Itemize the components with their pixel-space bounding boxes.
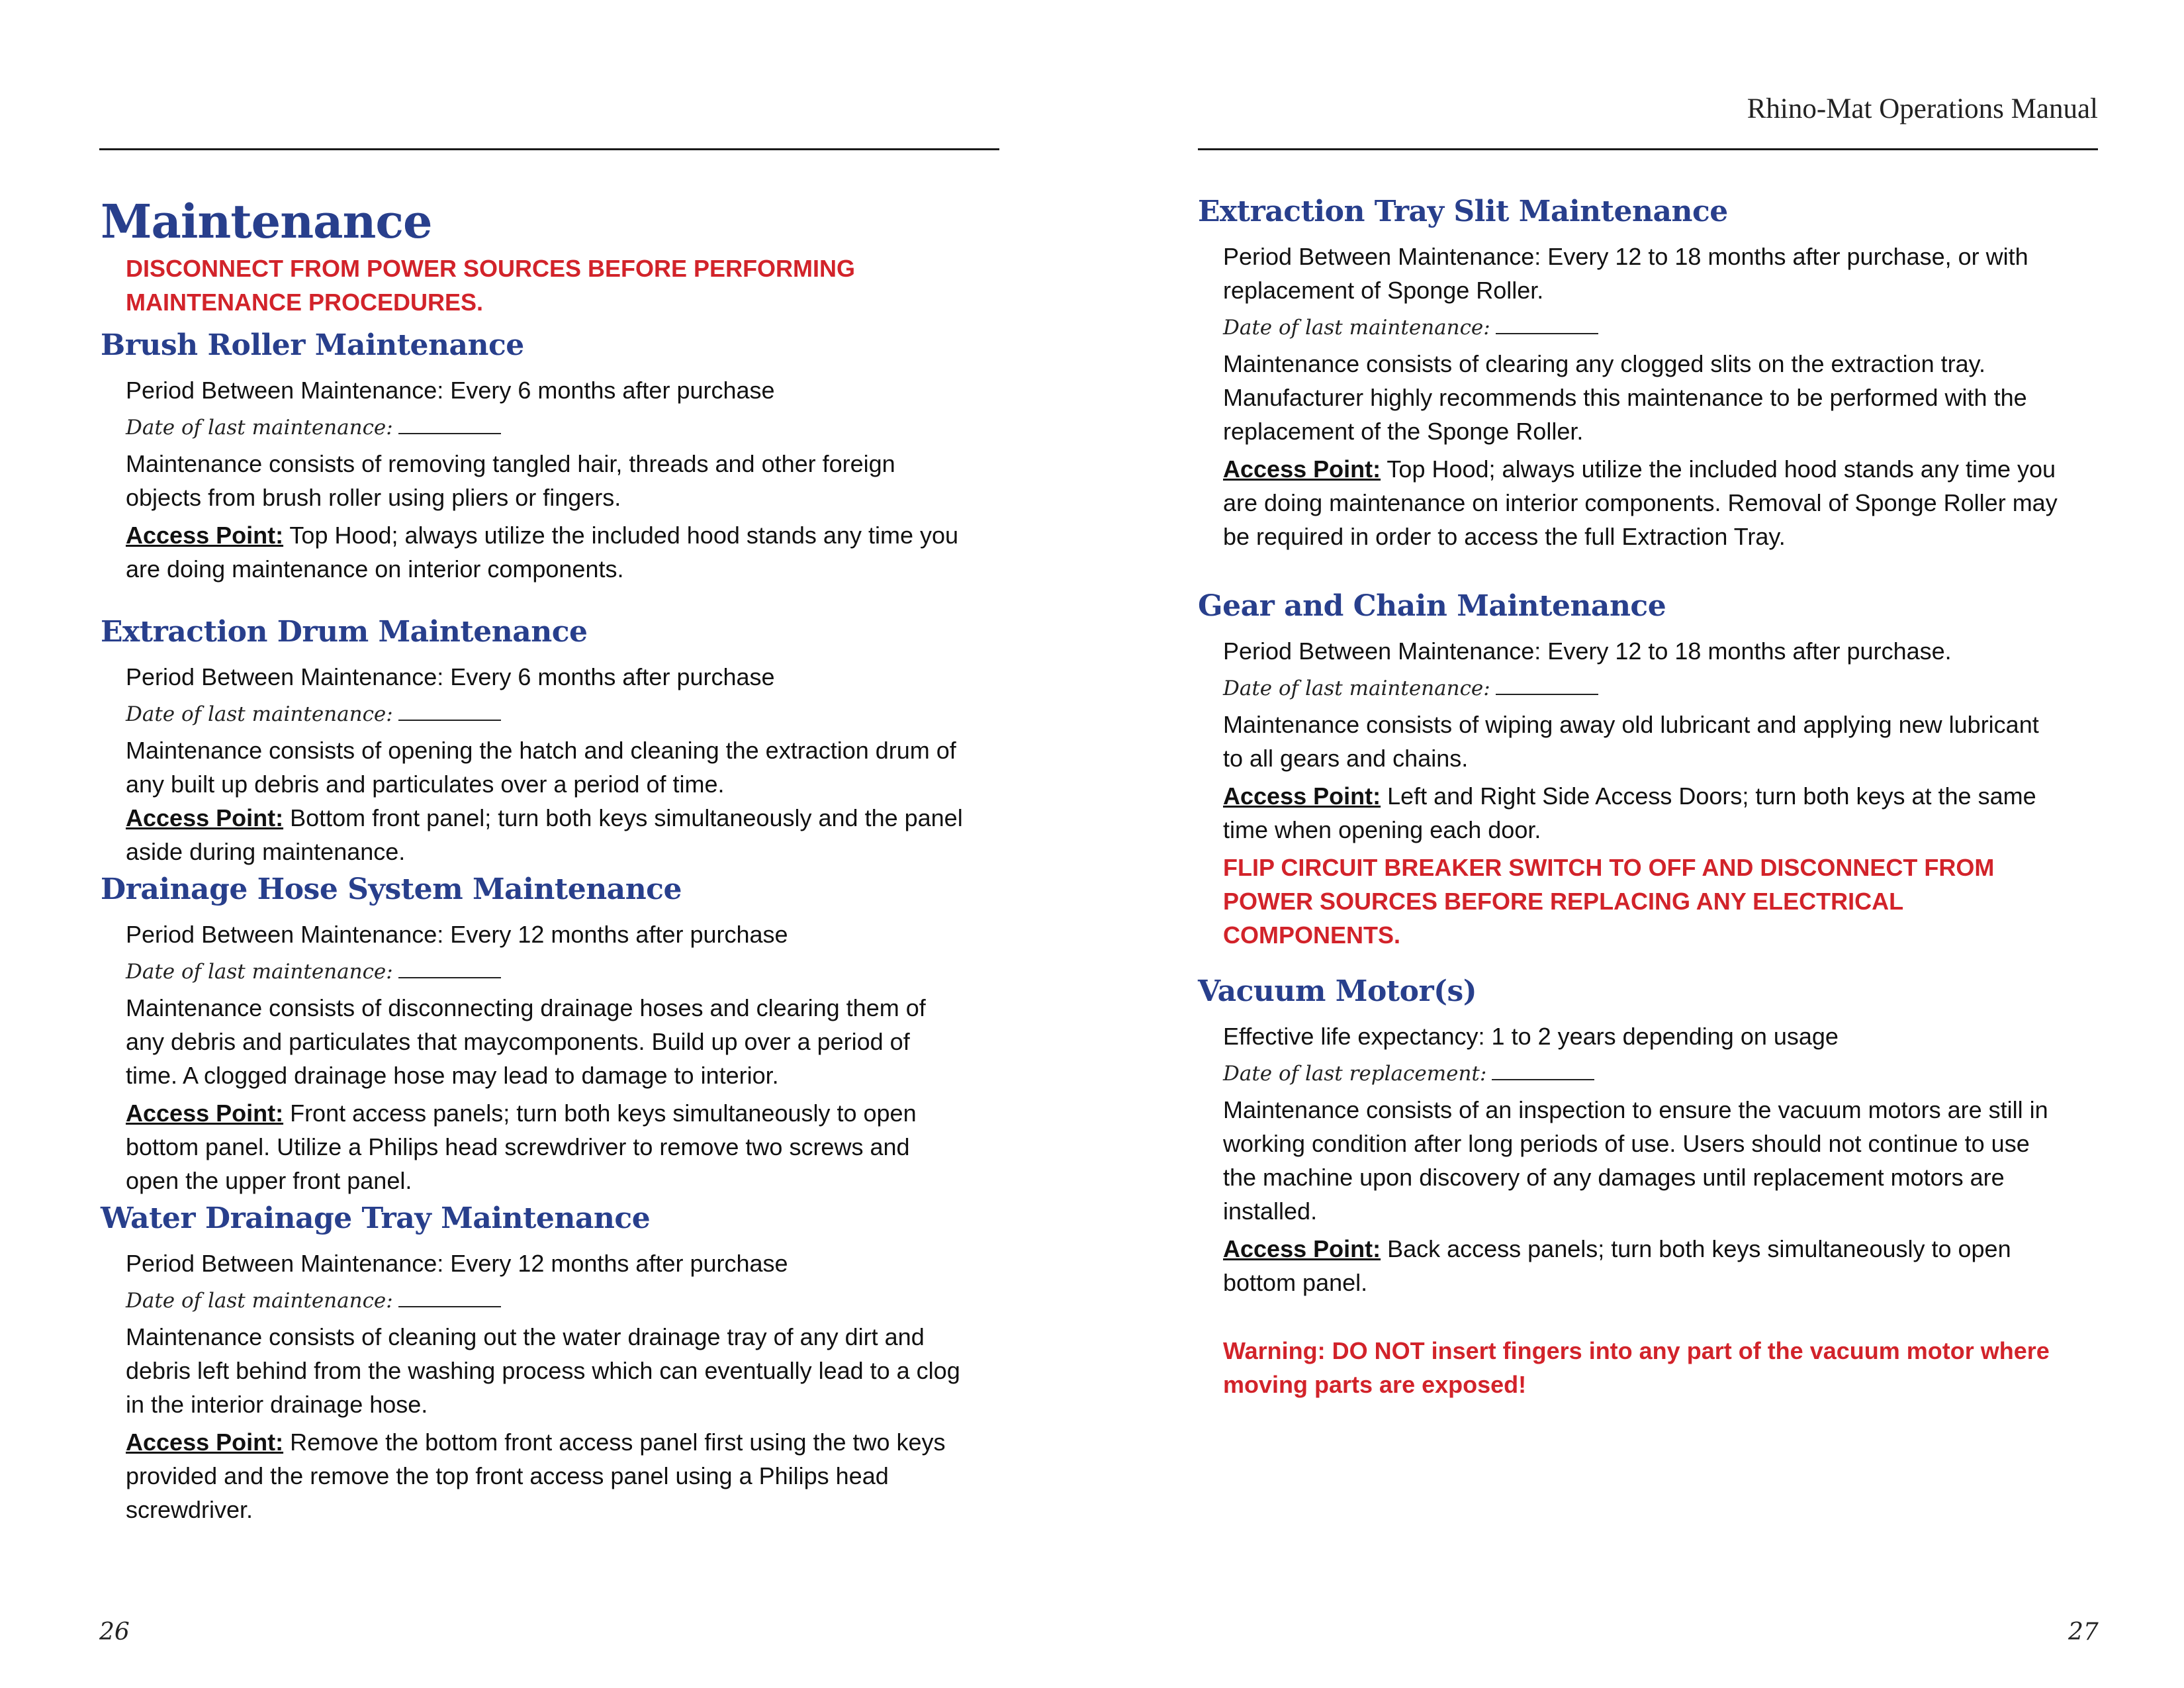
date-of-last-maintenance	[126, 411, 966, 445]
vacuum-motor-warning: Warning: DO NOT insert fingers into any part of the vacuum motor where moving parts are exposed!	[1223, 1337, 2050, 1398]
maintenance-period: Period Between Maintenance: Every 12 to 18 months after purchase, or with replacement of Sponge Roller.	[1223, 243, 2028, 304]
access-point-label: Access Point:	[126, 522, 284, 549]
section-body-extraction-drum	[126, 660, 966, 868]
date-label: Date of last maintenance:	[1223, 677, 1490, 700]
electrical-warning: FLIP CIRCUIT BREAKER SWITCH TO OFF AND DISCONNECT FROM POWER SOURCES BEFORE REPLACING ANY ELECTRICAL COMPONENTS.	[1223, 854, 1995, 949]
date-blank-line	[1496, 674, 1598, 695]
section-title-gear-and-chain: Gear and Chain Maintenance	[1198, 589, 1666, 623]
date-of-last-maintenance	[1223, 311, 2064, 345]
access-point	[1223, 452, 2064, 553]
date-blank-line	[398, 957, 501, 978]
maintenance-description: Maintenance consists of an inspection to ensure the vacuum motors are still in working condition after long periods of use. Users should not continue to use the machine upon discovery of any damages until replacement motors are installed.	[1223, 1096, 2048, 1225]
section-body-vacuum-motors	[1223, 1019, 2064, 1401]
page-number: 27	[2068, 1618, 2099, 1646]
access-point-label: Access Point:	[1223, 782, 1381, 810]
maintenance-period: Period Between Maintenance: Every 6 months after purchase	[126, 663, 775, 690]
section-body-brush-roller	[126, 373, 966, 586]
life-expectancy: Effective life expectancy: 1 to 2 years depending on usage	[1223, 1023, 1839, 1050]
access-point-text: Left and Right Side Access Doors; turn both keys at the same time when opening each door.	[1223, 782, 2036, 843]
header-rule	[99, 148, 999, 150]
date-of-last-maintenance	[126, 698, 966, 731]
section-title-extraction-tray-slit: Extraction Tray Slit Maintenance	[1198, 195, 1728, 228]
maintenance-period: Period Between Maintenance: Every 12 months after purchase	[126, 1250, 788, 1277]
access-point-text: Top Hood; always utilize the included hood stands any time you are doing maintenance on interior components.	[126, 522, 959, 583]
maintenance-description: Maintenance consists of wiping away old lubricant and applying new lubricant to all gears and chains.	[1223, 711, 2039, 772]
maintenance-period: Period Between Maintenance: Every 12 to 18 months after purchase.	[1223, 637, 1952, 665]
right-page-content	[1198, 192, 2091, 1401]
maintenance-description: Maintenance consists of disconnecting drainage hoses and clearing them of any debris and particulates that maycomponents. Build up over a period of time. A clogged drainage hose may lead to damage to interior.	[126, 994, 926, 1089]
access-point-text: Bottom front panel; turn both keys simultaneously and the panel aside during maintenance.	[126, 804, 963, 865]
page-title: Maintenance	[101, 194, 432, 249]
date-label: Date of last maintenance:	[126, 1289, 393, 1313]
access-point-label: Access Point:	[126, 1100, 284, 1127]
date-blank-line	[398, 700, 501, 721]
date-label: Date of last maintenance:	[1223, 316, 1490, 340]
section-title-brush-roller: Brush Roller Maintenance	[101, 328, 524, 362]
access-point	[126, 1425, 966, 1526]
maintenance-period: Period Between Maintenance: Every 12 months after purchase	[126, 921, 788, 948]
maintenance-description: Maintenance consists of cleaning out the water drainage tray of any dirt and debris left behind from the washing process which can eventually lead to a clog in the interior drainage hose.	[126, 1323, 960, 1418]
section-title-vacuum-motors: Vacuum Motor(s)	[1198, 974, 1477, 1008]
access-point	[126, 801, 966, 868]
date-of-last-replacement	[1223, 1057, 2064, 1091]
access-point-text: Front access panels; turn both keys simultaneously to open bottom panel. Utilize a Philips head screwdriver to remove two screws and open the upper front panel.	[126, 1100, 917, 1194]
access-point-label: Access Point:	[126, 1429, 284, 1456]
section-body-gear-and-chain	[1223, 634, 2064, 952]
header-rule	[1198, 148, 2098, 150]
maintenance-description: Maintenance consists of removing tangled hair, threads and other foreign objects from brush roller using pliers or fingers.	[126, 450, 895, 511]
access-point-label: Access Point:	[1223, 455, 1381, 483]
date-blank-line	[398, 413, 501, 434]
access-point	[1223, 1232, 2064, 1299]
access-point-text: Top Hood; always utilize the included hood stands any time you are doing maintenance on interior components. Removal of Sponge Roller may be required in order to access the full Extraction Tray.	[1223, 455, 2058, 550]
date-blank-line	[1492, 1059, 1594, 1080]
section-title-extraction-drum: Extraction Drum Maintenance	[101, 615, 588, 649]
date-label: Date of last maintenance:	[126, 702, 393, 726]
access-point-label: Access Point:	[1223, 1235, 1381, 1262]
date-of-last-maintenance	[126, 955, 966, 989]
date-blank-line	[1496, 313, 1598, 334]
access-point-label: Access Point:	[126, 804, 284, 831]
section-body-drainage-hose	[126, 917, 966, 1197]
date-label: Date of last maintenance:	[126, 960, 393, 984]
left-page-content	[101, 192, 994, 1526]
running-head: Rhino-Mat Operations Manual	[1747, 93, 2098, 124]
section-title-drainage-hose: Drainage Hose System Maintenance	[101, 872, 682, 906]
power-warning: DISCONNECT FROM POWER SOURCES BEFORE PERFORMING MAINTENANCE PROCEDURES.	[126, 255, 856, 316]
access-point-text: Back access panels; turn both keys simultaneously to open bottom panel.	[1223, 1235, 2011, 1296]
maintenance-description: Maintenance consists of clearing any clogged slits on the extraction tray. Manufacturer highly recommends this maintenance to be performed with the replacement of the Sponge Roller.	[1223, 350, 2027, 445]
section-body-water-drainage-tray	[126, 1246, 966, 1526]
maintenance-period: Period Between Maintenance: Every 6 months after purchase	[126, 377, 775, 404]
date-of-last-maintenance	[126, 1284, 966, 1318]
page-number: 26	[99, 1618, 130, 1646]
access-point	[126, 518, 966, 586]
access-point-text: Remove the bottom front access panel first using the two keys provided and the remove the top front access panel using a Philips head screwdriver.	[126, 1429, 946, 1523]
section-body-extraction-tray-slit	[1223, 240, 2064, 553]
maintenance-description: Maintenance consists of opening the hatch and cleaning the extraction drum of any built up debris and particulates over a period of time.	[126, 737, 956, 798]
right-page	[1092, 0, 2184, 1688]
date-label: Date of last maintenance:	[126, 416, 393, 440]
access-point	[126, 1096, 966, 1197]
section-title-water-drainage-tray: Water Drainage Tray Maintenance	[101, 1201, 651, 1235]
date-label: Date of last replacement:	[1223, 1062, 1487, 1086]
date-of-last-maintenance	[1223, 672, 2064, 706]
access-point	[1223, 779, 2064, 847]
date-blank-line	[398, 1286, 501, 1307]
